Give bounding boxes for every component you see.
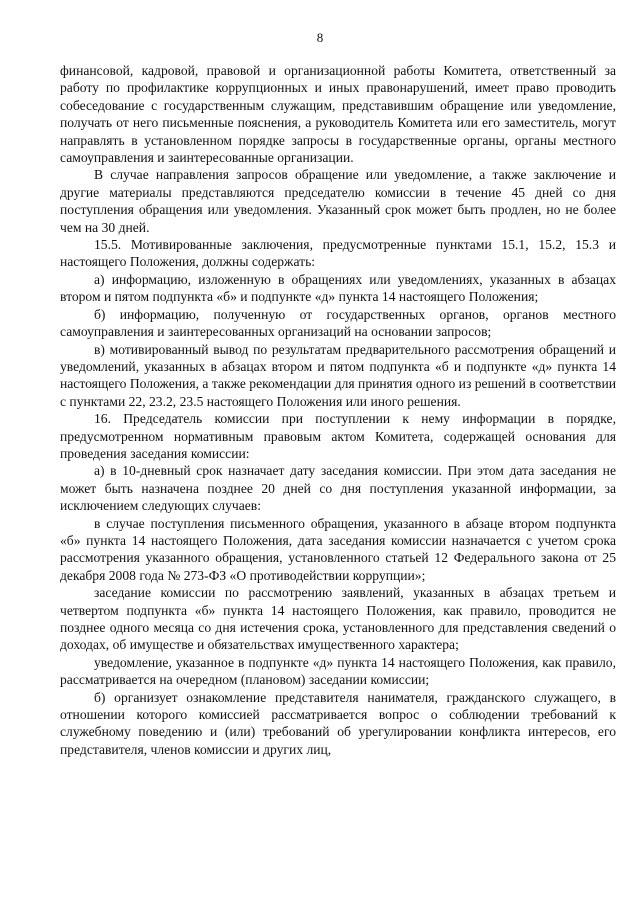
paragraph: б) информацию, полученную от государственных органов, органов местного самоуправления и заинтересованных организаций на основании запросов; — [60, 306, 616, 340]
paragraph: уведомление, указанное в подпункте «д» пункта 14 настоящего Положения, как правило, рассматривается на очередном (плановом) заседании комиссии; — [60, 654, 616, 688]
paragraph: а) информацию, изложенную в обращениях или уведомлениях, указанных в абзацах втором и пятом подпункта «б» и подпункте «д» пункта 14 настоящего Положения; — [60, 271, 616, 305]
paragraph: б) организует ознакомление представителя нанимателя, гражданского служащего, в отношении которого комиссией рассматривается вопрос о соблюдении требований к служебному поведению и (или) требований об урегулировании конфликта интересов, его представителя, членов комиссии и других лиц, — [60, 689, 616, 757]
paragraph: а) в 10-дневный срок назначает дату заседания комиссии. При этом дата заседания не может быть назначена позднее 20 дней со дня поступления указанной информации, за исключением следующих случаев: — [60, 463, 616, 514]
paragraph: 15.5. Мотивированные заключения, предусмотренные пунктами 15.1, 15.2, 15.3 и настоящего Положения, должны содержать: — [60, 237, 616, 270]
page-number: 8 — [316, 30, 324, 45]
paragraph: заседание комиссии по рассмотрению заявлений, указанных в абзацах третьем и четвертом подпункта «б» пункта 14 настоящего Положения, как правило, проводится не позднее одного месяца со дня истечения срока, установленного для представления сведений о доходах, об имуществе и обязательствах имущественного характера; — [60, 585, 616, 653]
paragraph: 16. Председатель комиссии при поступлении к нему информации в порядке, предусмотренном нормативным правовым актом Комитета, содержащей основания для проведения заседания комиссии: — [60, 411, 616, 461]
paragraph: финансовой, кадровой, правовой и организационной работы Комитета, ответственный за работу по профилактике коррупционных и иных правонарушений, имеет право проводить собеседование с государственным служащим, представившим обращение или уведомление, получать от него письменные пояснения, а руководитель Комитета или его заместитель, могут направлять в установленном порядке запросы в государственные органы, органы местного самоуправления и заинтересованные организации. — [60, 63, 616, 166]
paragraph: в) мотивированный вывод по результатам предварительного рассмотрения обращений и уведомлений, указанных в абзацах втором и пятом подпункта «б и подпункте «д» пункта 14 настоящего Положения, а также рекомендации для принятия одного из решений в соответствии с пунктами 22, 23.2, 23.5 настоящего Положения или иного решения. — [60, 341, 616, 409]
paragraph: в случае поступления письменного обращения, указанного в абзаце втором подпункта «б» пункта 14 настоящего Положения, дата заседания комиссии назначается с учетом срока рассмотрения указанного обращения, установленного статьей 12 Федерального закона от 25 декабря 2008 года № 273-ФЗ «О противодействии коррупции»; — [60, 515, 616, 583]
paragraph: В случае направления запросов обращение или уведомление, а также заключение и другие материалы представляются председателю комиссии в течение 45 дней со дня поступления обращения или уведомления. Указанный срок может быть продлен, но не более чем на 30 дней. — [60, 167, 616, 235]
document-body — [60, 62, 616, 758]
